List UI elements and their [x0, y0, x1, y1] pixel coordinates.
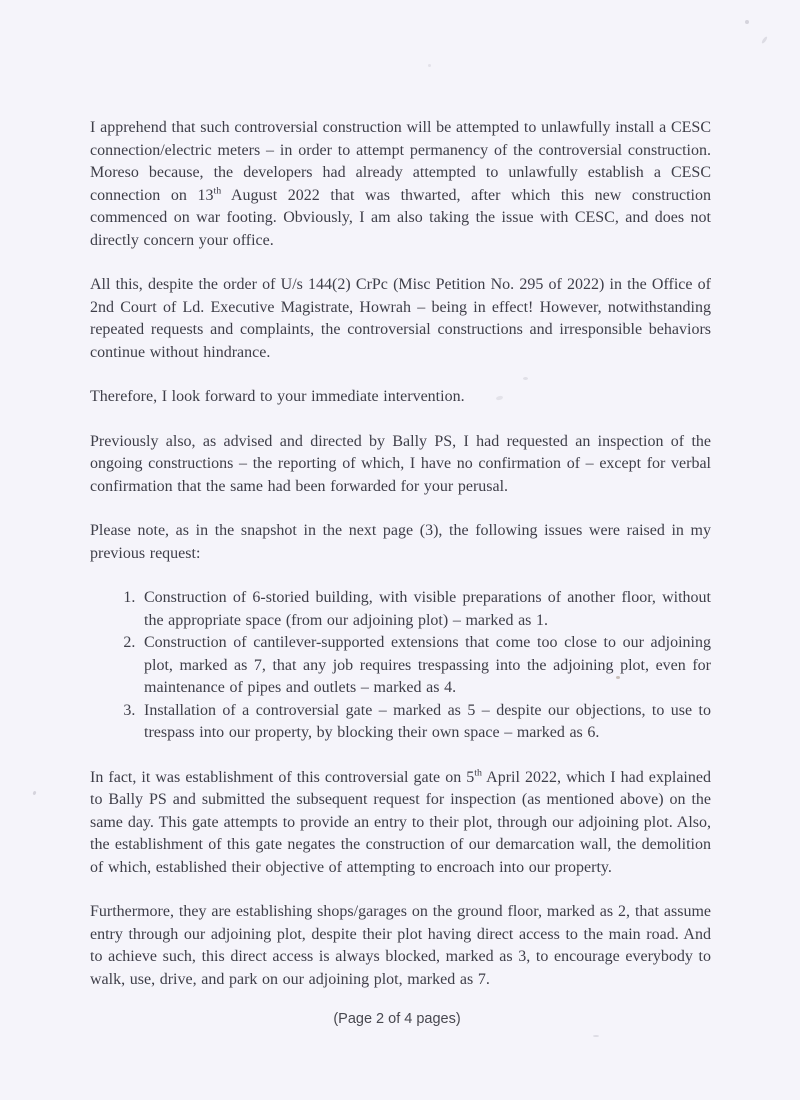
- ordinal-superscript: th: [213, 185, 222, 197]
- issues-list: [90, 587, 711, 745]
- list-item: 2. Construction of cantilever-supported extensions that come too close to our adjoining plot, marked as 7, that any job requires trespassing into the adjoining plot, even for maintenance of pipes and outlets – marked as 4.: [140, 632, 711, 700]
- paragraph: [90, 901, 711, 991]
- scan-artifact: [761, 36, 768, 44]
- scan-artifact: [745, 20, 749, 24]
- scan-artifact: [32, 791, 36, 796]
- scan-artifact: [428, 64, 431, 67]
- paragraph: [90, 274, 711, 364]
- document-body: [90, 117, 711, 1013]
- paragraph: [90, 117, 711, 252]
- text-run: I apprehend that such controversial construction will be attempted to unlawfully install a CESC connection/electric meters – in order to attempt permanency of the controversial construction. Moreso because, the developers had already attempted to unlawfully establish a CESC connection on 13: [90, 119, 711, 204]
- text-run: Therefore, I look forward to your immediate intervention.: [90, 388, 465, 405]
- text-run: Previously also, as advised and directed by Bally PS, I had requested an inspection of the ongoing constructions – the reporting of which, I have no confirmation of – except for verbal confirmation that the same had been forwarded for your perusal.: [90, 432, 711, 495]
- text-run: Furthermore, they are establishing shops/garages on the ground floor, marked as 2, that assume entry through our adjoining plot, despite their plot having direct access to the main road. And to achieve such, this direct access is always blocked, marked as 3, to encourage everybody to walk, use, drive, and park on our adjoining plot, marked as 7.: [90, 903, 711, 988]
- text-run: All this, despite the order of U/s 144(2) CrPc (Misc Petition No. 295 of 2022) in the Office of 2nd Court of Ld. Executive Magistrate, Howrah – being in effect! However, notwithstanding repeated requests and complaints, the controversial constructions and irresponsible behaviors continue without hindrance.: [90, 276, 711, 361]
- paragraph: [90, 386, 711, 409]
- paragraph: [90, 431, 711, 499]
- ordinal-superscript: th: [474, 767, 482, 779]
- scan-artifact: [593, 1035, 599, 1037]
- list-item: 1. Construction of 6-storied building, with visible preparations of another floor, without the appropriate space (from our adjoining plot) – marked as 1.: [140, 587, 711, 632]
- paragraph: [90, 520, 711, 565]
- text-run: August 2022 that was thwarted, after which this new construction commenced on war footing. Obviously, I am also taking the issue with CESC, and does not directly concern your office.: [90, 186, 711, 249]
- scan-artifact: [523, 377, 528, 380]
- list-item: 3. Installation of a controversial gate – marked as 5 – despite our objections, to use to trespass into our property, by blocking their own space – marked as 6.: [140, 700, 711, 745]
- text-run: Please note, as in the snapshot in the next page (3), the following issues were raised in my previous request:: [90, 522, 711, 562]
- text-run: April 2022, which I had explained to Bally PS and submitted the subsequent request for inspection (as mentioned above) on the same day. This gate attempts to provide an entry to their plot, through our adjoining plot. Also, the establishment of this gate negates the construction of our demarcation wall, the demolition of which, established their objective of attempting to encroach into our property.: [90, 768, 711, 876]
- scan-artifact: [616, 676, 620, 679]
- text-run: In fact, it was establishment of this controversial gate on 5: [90, 768, 475, 786]
- page-number-footer: (Page 2 of 4 pages): [333, 1011, 461, 1027]
- paragraph: [90, 767, 711, 880]
